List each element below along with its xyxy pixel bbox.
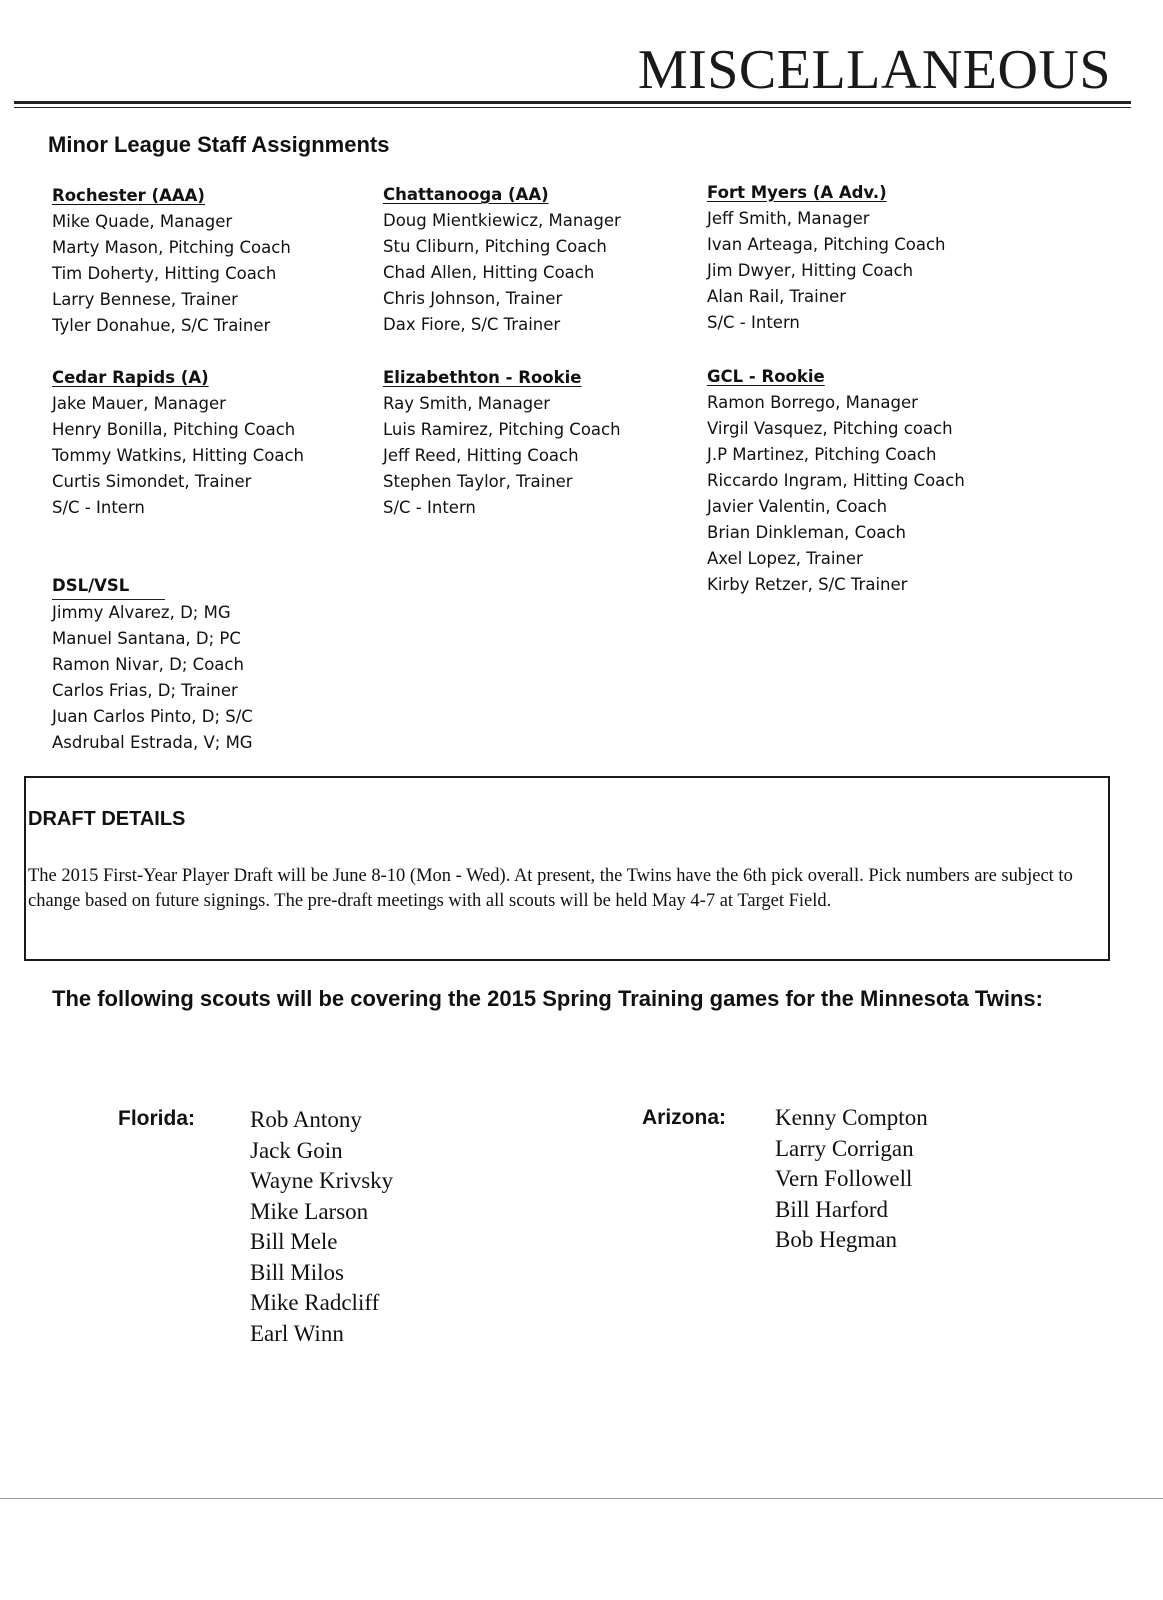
staff-member: Axel Lopez, Trainer (707, 549, 863, 568)
staff-member: Carlos Frias, D; Trainer (52, 681, 238, 700)
team-name: Elizabethton - Rookie (383, 368, 582, 387)
staff-member: S/C - Intern (52, 498, 145, 517)
team-block-gcl (707, 364, 1007, 598)
page-bottom-edge (0, 1498, 1163, 1499)
header-rule-thin (14, 107, 1131, 108)
staff-member: S/C - Intern (707, 313, 800, 332)
staff-list (383, 208, 683, 338)
scout-list-arizona (775, 1103, 928, 1256)
team-block-chattanooga (383, 182, 683, 338)
staff-member: Virgil Vasquez, Pitching coach (707, 419, 953, 438)
team-block-cedar-rapids (52, 365, 352, 521)
scout-name: Bill Mele (250, 1229, 338, 1254)
staff-member: Ray Smith, Manager (383, 394, 551, 413)
team-name: Chattanooga (AA) (383, 185, 549, 204)
staff-member: Javier Valentin, Coach (707, 497, 888, 516)
scout-name: Mike Radcliff (250, 1290, 380, 1315)
scout-list-florida (250, 1105, 393, 1349)
scout-name: Earl Winn (250, 1320, 344, 1346)
staff-list (707, 206, 1007, 336)
scout-name: Kenny Compton (775, 1105, 928, 1130)
staff-member: Jeff Reed, Hitting Coach (383, 446, 579, 465)
staff-member: Tyler Donahue, S/C Trainer (52, 316, 271, 335)
staff-list (52, 391, 352, 521)
scout-name: Rob Antony (250, 1107, 362, 1132)
team-block-dsl-vsl (52, 573, 352, 756)
team-block-fort-myers (707, 180, 1007, 336)
scout-name: Bill Milos (250, 1259, 344, 1285)
scouts-intro: The following scouts will be covering the 2015 Spring Training games for the Minnesota Twins: (52, 986, 1043, 1011)
staff-member: Asdrubal Estrada, V; MG (52, 733, 253, 752)
staff-member: Stephen Taylor, Trainer (383, 472, 573, 491)
team-name: Cedar Rapids (A) (52, 368, 209, 387)
scout-name: Jack Goin (250, 1137, 343, 1163)
staff-member: Juan Carlos Pinto, D; S/C (52, 707, 253, 726)
staff-member: Dax Fiore, S/C Trainer (383, 315, 561, 334)
draft-details-box (24, 776, 1110, 961)
staff-member: Kirby Retzer, S/C Trainer (707, 575, 908, 594)
staff-member: Stu Cliburn, Pitching Coach (383, 237, 607, 256)
staff-member: Marty Mason, Pitching Coach (52, 238, 291, 257)
staff-member: Jeff Smith, Manager (707, 209, 870, 228)
staff-member: Mike Quade, Manager (52, 212, 233, 231)
staff-member: Luis Ramirez, Pitching Coach (383, 420, 621, 439)
staff-member: Ramon Borrego, Manager (707, 393, 918, 412)
staff-member: Jimmy Alvarez, D; MG (52, 603, 231, 622)
staff-member: Jim Dwyer, Hitting Coach (707, 261, 914, 280)
staff-member: Chad Allen, Hitting Coach (383, 263, 595, 282)
header-rule-thick (14, 101, 1131, 104)
scout-name: Vern Followell (775, 1166, 913, 1191)
draft-text: The 2015 First-Year Player Draft will be June 8-10 (Mon - Wed). At present, the Twins have the 6th pick overall. Pick numbers are subject to change based on future signings. The pre-draft meetings with all scouts will be held May 4-7 at Target Field. (28, 866, 1073, 911)
page-title: MISCELLANEOUS (637, 39, 1111, 101)
staff-member: Doug Mientkiewicz, Manager (383, 211, 621, 230)
team-name: Rochester (AAA) (52, 186, 205, 205)
staff-member: Ivan Arteaga, Pitching Coach (707, 235, 946, 254)
draft-heading: DRAFT DETAILS (28, 808, 186, 830)
team-block-rochester (52, 183, 352, 339)
scout-name: Bob Hegman (775, 1227, 898, 1252)
staff-member: Tommy Watkins, Hitting Coach (52, 446, 304, 465)
staff-member: Riccardo Ingram, Hitting Coach (707, 471, 965, 490)
team-name: DSL/VSL (52, 573, 165, 600)
staff-member: Alan Rail, Trainer (707, 287, 847, 306)
team-name: GCL - Rookie (707, 367, 825, 386)
staff-member: Jake Mauer, Manager (52, 394, 226, 413)
staff-member: Manuel Santana, D; PC (52, 629, 241, 648)
staff-member: Larry Bennese, Trainer (52, 290, 238, 309)
staff-member: J.P Martinez, Pitching Coach (707, 445, 937, 464)
scout-name: Larry Corrigan (775, 1135, 914, 1161)
staff-list (383, 391, 683, 521)
team-block-elizabethton (383, 365, 683, 521)
staff-list (52, 209, 352, 339)
staff-member: Ramon Nivar, D; Coach (52, 655, 244, 674)
scout-name: Mike Larson (250, 1198, 369, 1224)
staff-section-heading: Minor League Staff Assignments (48, 132, 390, 157)
region-label-florida: Florida: (118, 1107, 195, 1130)
staff-member: Tim Doherty, Hitting Coach (52, 264, 277, 283)
staff-list (52, 600, 352, 756)
scout-name: Bill Harford (775, 1196, 889, 1222)
staff-member: Chris Johnson, Trainer (383, 289, 563, 308)
region-label-arizona: Arizona: (642, 1106, 726, 1129)
staff-member: Brian Dinkleman, Coach (707, 523, 906, 542)
staff-list (707, 390, 1007, 598)
team-name: Fort Myers (A Adv.) (707, 183, 887, 202)
staff-member: S/C - Intern (383, 498, 476, 517)
staff-member: Henry Bonilla, Pitching Coach (52, 420, 296, 439)
scout-name: Wayne Krivsky (250, 1168, 394, 1193)
staff-member: Curtis Simondet, Trainer (52, 472, 252, 491)
